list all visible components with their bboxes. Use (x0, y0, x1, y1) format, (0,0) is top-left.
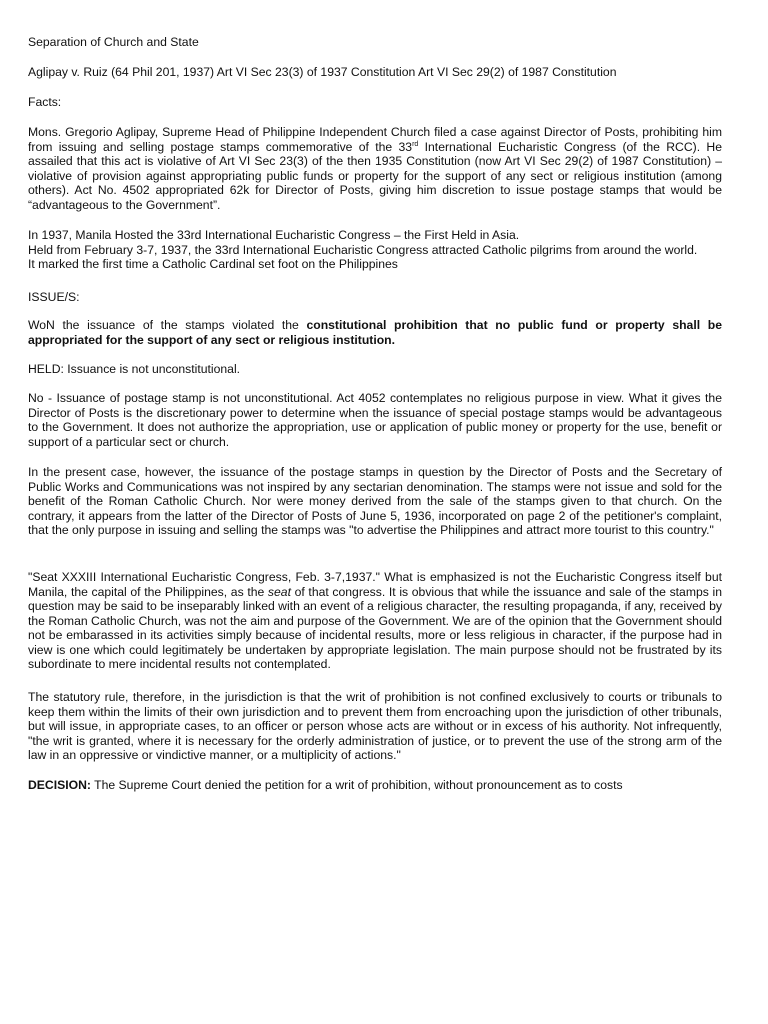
case-citation (28, 65, 722, 80)
facts-p2-line-2 (28, 243, 722, 258)
held-p3-text-b: of that congress. It is obvious that while the issuance and sale of the stamps in question may be said to be inseparably linked with an event of a religious character, the resulting propaganda, if any, received by the Roman Catholic Church, was not the aim and purpose of the Government. We are of the opinion that the Government should not be embarassed in its activities simply because of incidental results, more or less religious in character, if the purpose had in view is one which could legitimately be undertaken by appropriate legislation. The main purpose should not be frustrated by its subordinate to mere incidental results not contemplated. (28, 584, 722, 671)
held-p4-text: The statutory rule, therefore, in the jurisdiction is that the writ of prohibition is not confined exclusively to courts or tribunals to keep them within the limits of their own jurisdiction and to prevent them from encroaching upon the jurisdiction of other tribunals, but will issue, in appropriate cases, to an officer or person whose acts are without or in excess of his authority. Not infrequently, "the writ is granted, where it is necessary for the orderly administration of justice, or to prevent the use of the strong arm of the law in an oppressive or vindictive manner, or a multiplicity of actions." (28, 690, 722, 762)
facts-p1-text-a: Mons. Gregorio Aglipay, Supreme Head of Philippine Independent Church filed a case against Director of Posts, prohibiting him from issuing and selling postage stamps commemorative of the (28, 125, 722, 154)
held-paragraph-1 (28, 391, 722, 449)
held-paragraph-4 (28, 690, 722, 763)
held-p3-italic-seat: seat (267, 584, 291, 599)
facts-p2-line-2-text: Held from February 3-7, 1937, the 33rd International Eucharistic Congress attracted Catholic pilgrims from around the world. (28, 242, 698, 257)
held-p3-text-a: "Seat XXXIII International Eucharistic Congress, Feb. 3-7,1937." What is emphasized is not the Eucharistic Congress itself but Manila, the capital of the Philippines, as the (28, 570, 722, 599)
held-paragraph-2 (28, 465, 722, 538)
held-paragraph-3 (28, 570, 722, 672)
citation-text: Aglipay v. Ruiz (64 Phil 201, 1937) Art VI Sec 23(3) of 1937 Constitution Art VI Sec 29(2) of 1987 Constitution (28, 65, 617, 79)
issue-statement (28, 318, 722, 347)
held-p2-text: In the present case, however, the issuance of the postage stamps in question by the Director of Posts and the Secretary of Public Works and Communications was not inspired by any sectarian denomination. The stamps were not issue and sold for the benefit of the Roman Catholic Church. Nor were money derived from the sale of the stamps given to that church. On the contrary, it appears from the latter of the Director of Posts of June 5, 1936, incorporated on page 2 of the petitioner's complaint, that the only purpose in issuing and selling the stamps was "to advertise the Philippines and attract more tourist to this country." (28, 465, 722, 537)
issue-heading (28, 290, 722, 305)
facts-p1-ordinal-suffix: rd (412, 140, 419, 148)
held-heading-text: HELD: Issuance is not unconstitutional. (28, 362, 241, 376)
facts-p1-ordinal-number: 33 (398, 139, 413, 154)
issue-heading-text: ISSUE/S: (28, 290, 80, 304)
facts-p2-line-1: In 1937, Manila Hosted the 33rd International Eucharistic Congress – the First Held in Asia. (28, 228, 520, 242)
issue-text: WoN the issuance of the stamps violated the (28, 318, 307, 332)
facts-p1-text-b: International Eucharistic Congress (of the RCC). He assailed that this act is violative of Art VI Sec 23(3) of the then 1935 Constitution (now Art VI Sec 29(2) of 1987 Constitution) – violative of provision against appropriating public funds or property for the support of any sect or religious institution (among others). Act No. 4502 appropriated 62k for Director of Posts, giving him discretion to issue postage stamps that would be “advantageous to the Government”. (28, 139, 723, 212)
held-p1-text: No - Issuance of postage stamp is not unconstitutional. Act 4052 contemplates no religious purpose in view. What it gives the Director of Posts is the discretionary power to determine when the issuance of special postage stamps would be advantageous to the Government. It does not authorize the appropriation, use or application of public money or property for the use, benefit or support of a particular sect or church. (28, 391, 722, 449)
issue-text-bold: constitutional prohibition that no public fund or property shall be appropriated for the support of any sect or religious institution. (28, 318, 722, 347)
facts-heading-text: Facts: (28, 95, 62, 109)
facts-p2-line-3: It marked the first time a Catholic Cardinal set foot on the Philippines (28, 257, 398, 271)
facts-paragraph-1 (28, 125, 722, 212)
held-heading (28, 362, 722, 377)
facts-paragraph-2 (28, 228, 722, 272)
title-text: Separation of Church and State (28, 35, 199, 49)
facts-heading (28, 95, 722, 110)
decision-label: DECISION: (28, 778, 91, 792)
document-title (28, 35, 722, 50)
decision-paragraph (28, 778, 722, 793)
decision-text: The Supreme Court denied the petition for a writ of prohibition, without pronouncement as to costs (90, 778, 623, 792)
